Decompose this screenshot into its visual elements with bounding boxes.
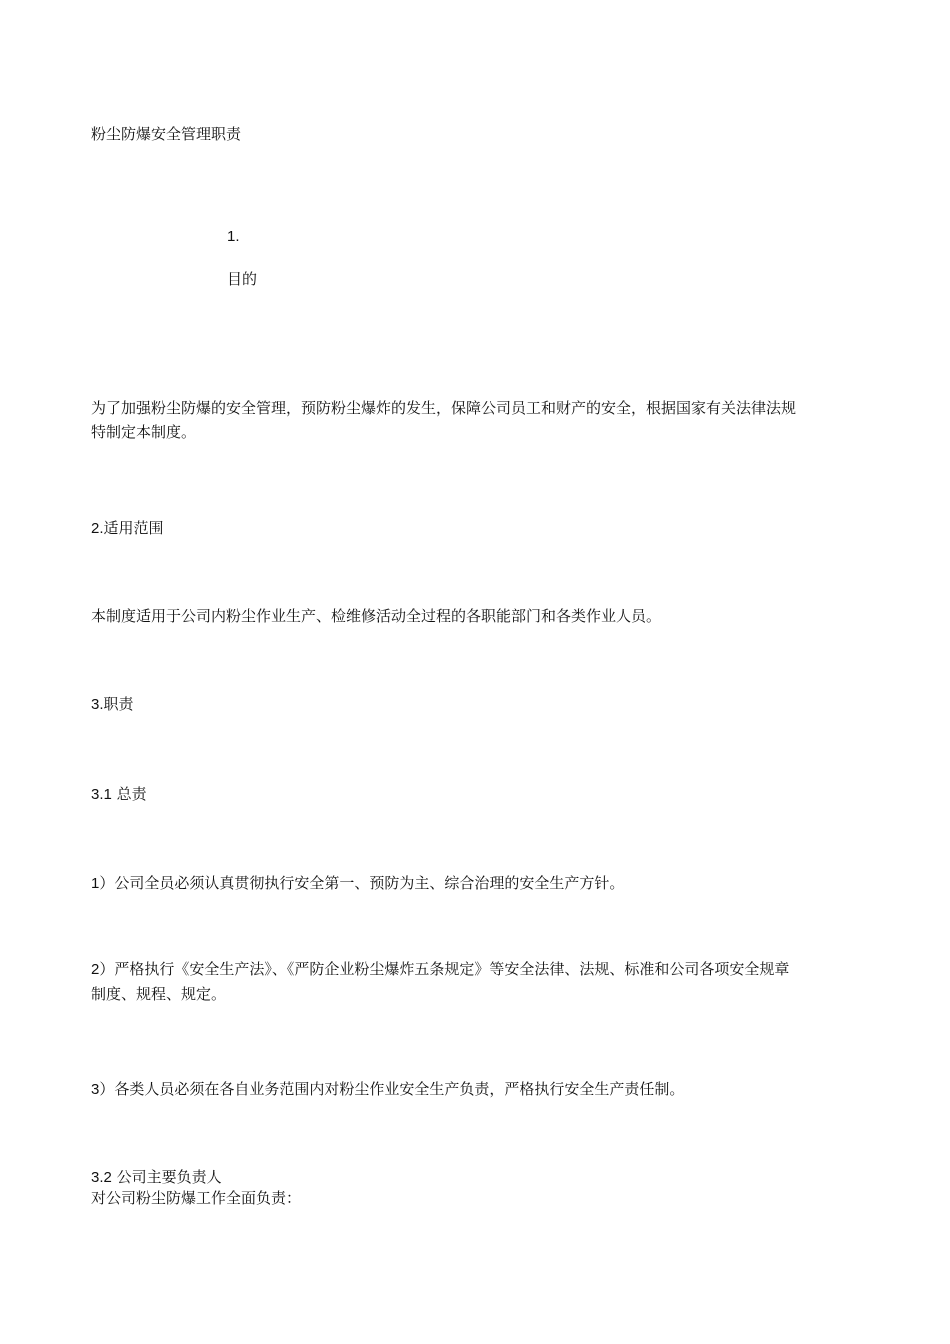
list-item [91,871,624,896]
list-item-text: 公司全员必须认真贯彻执行安全第一、预防为主、综合治理的安全生产方针。 [114,874,625,892]
list-item-number: 3） [91,1081,115,1098]
list-item-number: 1） [91,875,115,892]
list-item-text: 各类人员必须在各自业务范围内对粉尘作业安全生产负责，严格执行安全生产责任制。 [114,1080,685,1098]
section-3-1-heading [91,782,147,807]
list-item [91,1077,684,1102]
section-1-heading: 目的 [227,270,258,288]
section-3-1-title: 总责 [116,785,147,803]
section-3-2-line: 对公司粉尘防爆工作全面负责： [91,1189,302,1207]
section-2-number: 2. [91,520,104,537]
document-title: 粉尘防爆安全管理职责 [91,125,242,143]
section-1-body-line: 特制定本制度。 [91,423,197,441]
section-2-heading [91,516,164,541]
section-3-2-number: 3.2 [91,1169,112,1186]
section-1-number: 1. [227,228,240,245]
list-item-line [91,957,861,982]
section-2-title: 适用范围 [103,519,164,537]
section-1-body [91,396,861,444]
list-item [91,957,861,1006]
section-3-title: 职责 [103,695,134,713]
section-3-number: 3. [91,696,104,713]
section-3-2-title: 公司主要负责人 [116,1168,222,1186]
section-3-1-number: 3.1 [91,786,112,803]
list-item-number: 2） [91,961,115,978]
section-3-heading [91,692,134,717]
section-1-body-line: 为了加强粉尘防爆的安全管理，预防粉尘爆炸的发生，保障公司员工和财产的安全，根据国家有关法律法规 [91,399,797,417]
section-2-body: 本制度适用于公司内粉尘作业生产、检维修活动全过程的各职能部门和各类作业人员。 [91,607,662,625]
list-item-line: 制度、规程、规定。 [91,985,227,1003]
list-item-text: 严格执行《安全生产法》、《严防企业粉尘爆炸五条规定》等安全法律、法规、标准和公司各项安全规章 [114,960,790,978]
